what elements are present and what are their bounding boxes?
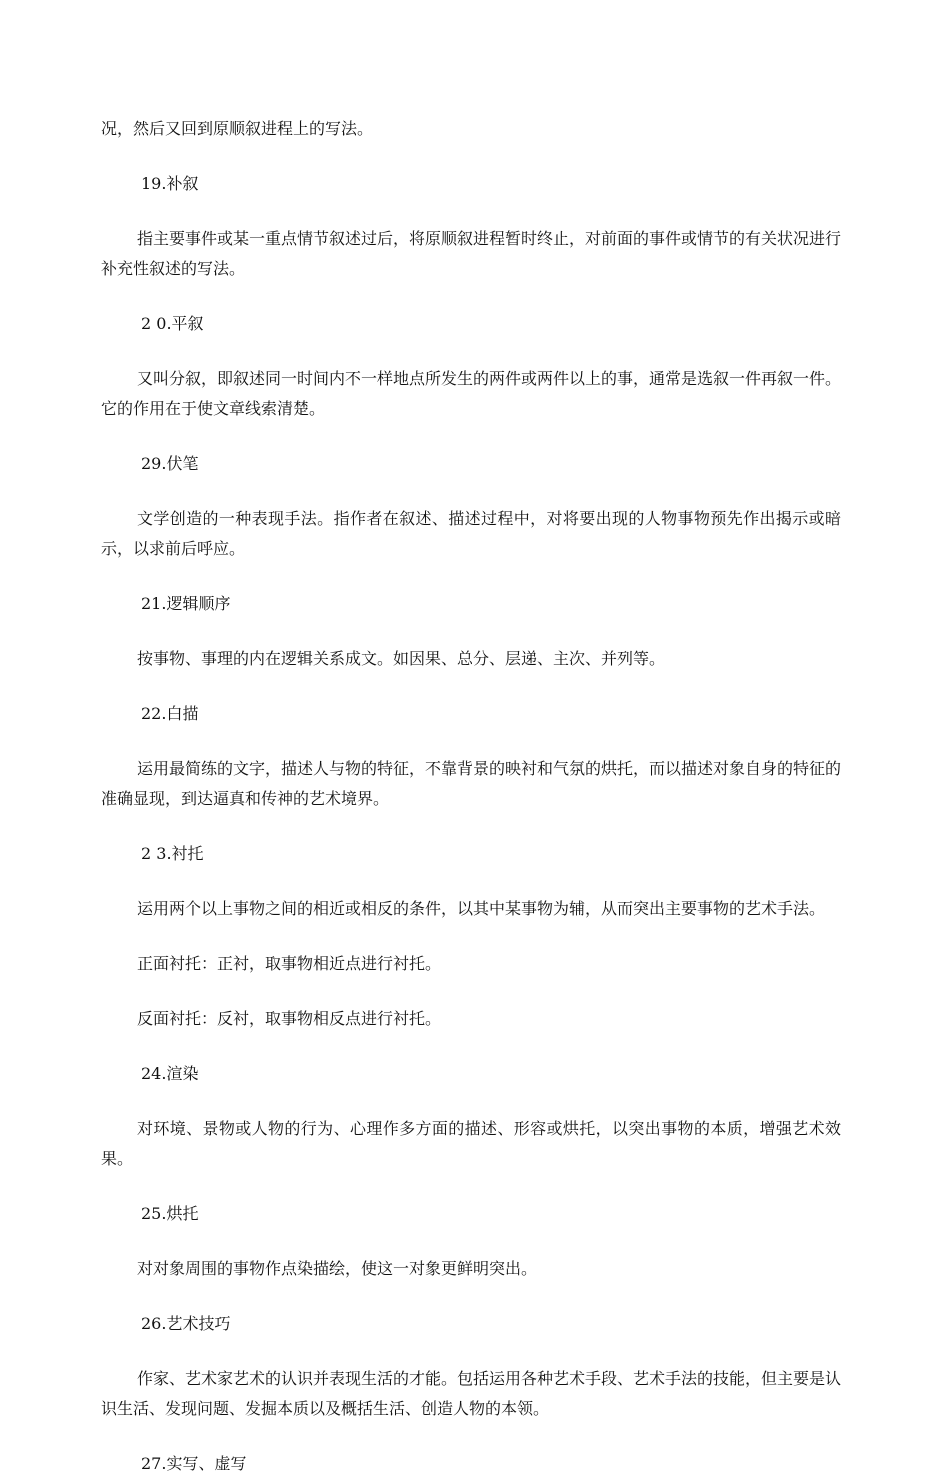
term-definition-26: 作家、艺术家艺术的认识并表现生活的才能。包括运用各种艺术手段、艺术手法的技能，但主要是认识生活、发现问题、发掘本质以及概括生活、创造人物的本领。 [101,1369,842,1418]
term-heading-29: 29.伏笔 [141,454,199,473]
term-definition-23-positive: 正面衬托：正衬，取事物相近点进行衬托。 [137,954,442,973]
term-definition-29: 文学创造的一种表现手法。指作者在叙述、描述过程中，对将要出现的人物事物预先作出揭示或暗示，以求前后呼应。 [101,509,841,558]
paragraph-continued: 况，然后又回到原顺叙进程上的写法。 [101,119,374,138]
term-heading-24: 24.渲染 [141,1064,199,1083]
term-definition-25: 对对象周围的事物作点染描绘，使这一对象更鲜明突出。 [137,1259,538,1278]
document-body [101,114,841,1479]
term-definition-20: 又叫分叙，即叙述同一时间内不一样地点所发生的两件或两件以上的事，通常是选叙一件再叙一件。它的作用在于使文章线索清楚。 [101,369,842,418]
term-definition-21: 按事物、事理的内在逻辑关系成文。如因果、总分、层递、主次、并列等。 [137,649,666,668]
term-definition-23: 运用两个以上事物之间的相近或相反的条件，以其中某事物为辅，从而突出主要事物的艺术手法。 [137,899,826,918]
term-heading-25: 25.烘托 [141,1204,199,1223]
term-definition-23-negative: 反面衬托：反衬，取事物相反点进行衬托。 [137,1009,442,1028]
term-definition-22: 运用最简练的文字，描述人与物的特征，不靠背景的映衬和气氛的烘托，而以描述对象自身的特征的准确显现，到达逼真和传神的艺术境界。 [101,759,842,808]
term-definition-24: 对环境、景物或人物的行为、心理作多方面的描述、形容或烘托，以突出事物的本质，增强艺术效果。 [101,1119,841,1168]
term-heading-21: 21.逻辑顺序 [141,594,231,613]
term-heading-23: 2 3.衬托 [141,844,204,863]
term-definition-19: 指主要事件或某一重点情节叙述过后，将原顺叙进程暂时终止，对前面的事件或情节的有关状况进行补充性叙述的写法。 [101,229,842,278]
term-heading-26: 26.艺术技巧 [141,1314,231,1333]
term-heading-22: 22.白描 [141,704,199,723]
term-heading-27: 27.实写、虚写 [141,1454,247,1473]
term-heading-19: 19.补叙 [141,174,199,193]
term-heading-20: 2 0.平叙 [141,314,204,333]
